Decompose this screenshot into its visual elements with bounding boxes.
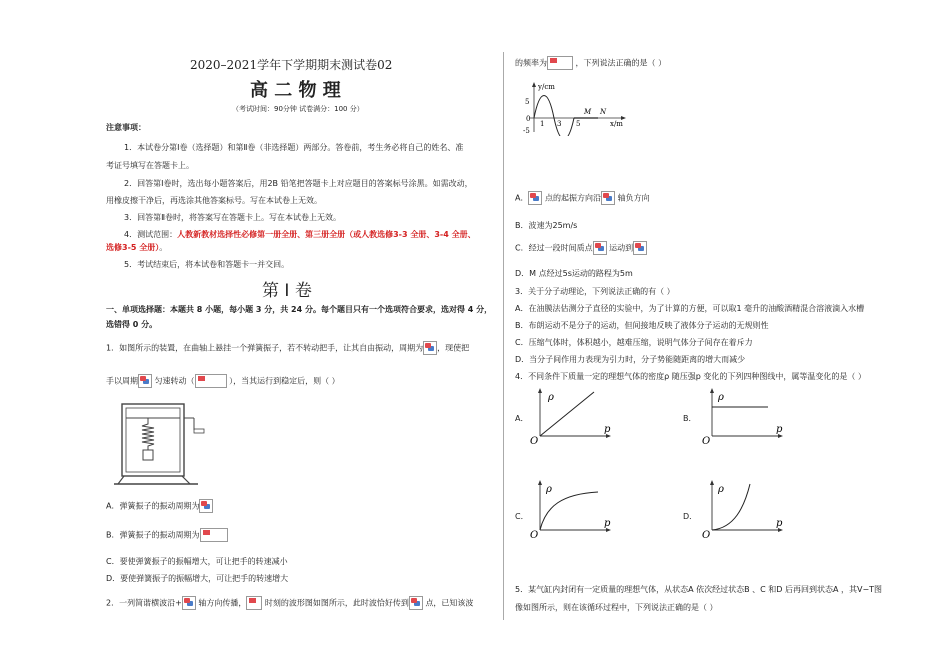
column-divider — [503, 52, 504, 620]
notice-item2-line1: 2．回答第Ⅰ卷时，选出每小题答案后，用2B 铅笔把答题卡上对应题目的答案标号涂黑。如需改动， — [124, 179, 473, 188]
notice-item2-line2: 用橡皮擦干净后，再选涂其他答案标号。写在本试卷上无效。 — [106, 196, 322, 205]
q4-graph-c — [528, 478, 618, 540]
p-label: p — [776, 518, 783, 529]
x-tick-3: 3 — [557, 120, 562, 128]
q2-option-a — [515, 191, 650, 205]
rho-label: ρ — [718, 484, 724, 495]
formula-image-icon — [195, 374, 227, 388]
formula-image-icon — [182, 596, 196, 610]
p-label: p — [604, 424, 611, 435]
origin-label: O — [530, 436, 539, 446]
notice-item5: 5．考试结束后，将本试卷和答题卡一并交回。 — [124, 260, 290, 269]
q1-text-b: ，现使把 — [437, 343, 470, 353]
formula-image-icon — [409, 596, 423, 610]
graph-curve — [540, 492, 598, 530]
x-axis-label: x/m — [610, 120, 623, 128]
x-tick-1: 1 — [540, 120, 545, 128]
q2-text-d: 点，已知该波 — [425, 598, 474, 608]
notice-item4-suffix: 。 — [159, 243, 168, 252]
notice-item4-prefix: 4．测试范围： — [124, 230, 178, 239]
x-tick-5: 5 — [576, 120, 581, 128]
exam-info: （考试时间：90分钟 试卷满分：100 分） — [232, 105, 364, 113]
q3-option-b: B．布朗运动不是分子的运动，但间接地反映了液体分子运动的无规则性 — [515, 321, 769, 330]
q1-option-d: D．要使弹簧振子的振幅增大，可让把手的转速增大 — [106, 574, 289, 583]
formula-image-icon — [423, 341, 437, 355]
q3-option-a: A．在油膜法估测分子直径的实验中，为了计算的方便，可以取1 毫升的油酸酒精混合溶液滴入水槽 — [515, 304, 865, 313]
base-leg — [118, 476, 124, 484]
q2-line2 — [515, 56, 666, 70]
rho-axis-arrow — [710, 480, 714, 485]
rho-label: ρ — [548, 392, 554, 403]
formula-image-icon — [138, 374, 152, 388]
formula-image-icon — [528, 191, 542, 205]
q1-option-a-text: A．弹簧振子的振动周期为 — [106, 501, 200, 511]
rho-label: ρ — [546, 484, 552, 495]
exam-title: 2020–2021学年下学期期末测试卷02 — [190, 58, 393, 72]
rho-label: ρ — [718, 392, 724, 403]
spring — [142, 418, 154, 450]
p-label: p — [604, 518, 611, 529]
q4-option-c-label: C． — [515, 512, 529, 521]
q1-text-d: 匀速转动（ — [154, 376, 195, 386]
q1-text-e: ），当其运行到稳定后，则（ ） — [229, 376, 340, 386]
q1-option-b-text: B．弹簧振子的振动周期为 — [106, 530, 200, 540]
spring-oscillator-figure — [110, 400, 210, 490]
q1-option-c: C．要使弹簧振子的振幅增大，可让把手的转速减小 — [106, 557, 288, 566]
formula-image-icon — [246, 596, 262, 610]
notice-item1-line1: 1．本试卷分第Ⅰ卷（选择题）和第Ⅱ卷（非选择题）两部分。答卷前，考生务必将自己的姓名、准 — [124, 143, 464, 152]
q2-text-b: 轴方向传播， — [198, 598, 247, 608]
q1-option-b — [106, 528, 228, 542]
notice-item4-scope-cont: 选修3-5 全册） — [106, 243, 160, 252]
q1-option-a — [106, 499, 213, 513]
y-axis-label: y/cm — [538, 83, 555, 91]
q2-option-a-text-b: 点的起振方向沿 — [545, 193, 602, 203]
notice-title: 注意事项： — [106, 123, 146, 132]
q2-text-c: 时刻的波形图如图所示，此时波恰好传到 — [264, 598, 409, 608]
q4-option-a-label: A． — [515, 414, 529, 423]
q3-option-d: D．当分子间作用力表现为引力时，分子势能随距离的增大而减少 — [515, 355, 746, 364]
wave-curve — [534, 96, 574, 137]
q4-stem: 4．不同条件下质量一定的理想气体的密度ρ 随压强p 变化的下列四种图线中，属等温变化的是（ ） — [515, 372, 866, 381]
origin-label: O — [530, 530, 539, 540]
y-tick-zero: 0 — [526, 115, 531, 123]
notice-item1-line2: 考证号填写在答题卡上。 — [106, 161, 194, 170]
q4-graph-b — [700, 386, 790, 446]
rho-axis-arrow — [710, 388, 714, 393]
subject-title: 高 二 物 理 — [250, 80, 341, 101]
section1-title: 第 Ⅰ 卷 — [262, 281, 312, 301]
wave-graph — [520, 80, 630, 136]
q2-option-c-text-a: C．经过一段时间质点 — [515, 243, 593, 253]
q2-option-d: D．M 点经过5s运动的路程为5m — [515, 269, 633, 278]
q1-text-c: 手以周期 — [106, 376, 138, 386]
section1-instruction-line2: 选错得 0 分。 — [106, 320, 158, 329]
q1-line2 — [106, 374, 340, 388]
base-leg — [182, 476, 190, 484]
q1-text-a: 1．如图所示的装置，在曲轴上悬挂一个弹簧振子，若不转动把手，让其自由振动，周期为 — [106, 343, 424, 353]
q5-line1: 5．某气缸内封闭有一定质量的理想气体，从状态A 依次经过状态B 、C 和D 后再回到状态A ，其V−T图 — [515, 585, 883, 594]
rho-axis-arrow — [538, 388, 542, 393]
q4-option-b-label: B． — [683, 414, 697, 423]
q2-option-c-text-b: 运动到 — [609, 243, 634, 253]
point-n-label: N — [600, 108, 607, 116]
formula-image-icon — [593, 241, 607, 255]
q2-line1 — [106, 596, 473, 610]
q2-option-c — [515, 241, 647, 255]
formula-image-icon — [199, 499, 213, 513]
p-label: p — [776, 424, 783, 435]
q2-option-a-text-c: 轴负方向 — [617, 193, 650, 203]
q4-graph-a — [528, 386, 618, 446]
y-tick-top: 5 — [525, 98, 530, 106]
section1-instruction-line1: 一、单项选择题：本题共 8 小题，每小题 3 分，共 24 分。每个题目只有一个选项符合要求，选对得 4 分， — [106, 305, 493, 314]
q2-option-b: B．波速为25m/s — [515, 221, 578, 230]
notice-item4-line2 — [106, 242, 167, 253]
notice-item4-scope: 人教新教材选择性必修第一册全册、第三册全册（或人教选修3-3 全册、3-4 全册、 — [177, 230, 476, 239]
q1-line1 — [106, 341, 469, 355]
handle — [194, 429, 204, 433]
q2-text-a: 2．一列简谐横波沿+ — [106, 598, 182, 608]
q2-text-f: ，下列说法正确的是（ ） — [575, 58, 667, 68]
y-tick-bottom: -5 — [523, 127, 530, 135]
origin-label: O — [702, 530, 711, 540]
formula-image-icon — [633, 241, 647, 255]
q3-option-c: C．压缩气体时，体积越小，越难压缩，说明气体分子间存在着斥力 — [515, 338, 753, 347]
q5-line2: 像如图所示，则在该循环过程中，下列说法正确的是（ ） — [515, 603, 718, 612]
oscillator-block — [143, 450, 153, 460]
formula-image-icon — [547, 56, 573, 70]
formula-image-icon — [200, 528, 228, 542]
formula-image-icon — [601, 191, 615, 205]
q4-graph-d — [700, 478, 790, 540]
q3-stem: 3．关于分子动理论，下列说法正确的有（ ） — [515, 287, 675, 296]
q2-option-a-text-a: A． — [515, 193, 529, 203]
q4-option-d-label: D． — [683, 512, 698, 521]
origin-label: O — [702, 436, 711, 446]
notice-item3: 3．回答第Ⅱ卷时，将答案写在答题卡上。写在本试卷上无效。 — [124, 213, 342, 222]
notice-item4-line1 — [124, 229, 476, 240]
y-axis-arrow — [532, 82, 536, 87]
point-m-label: M — [584, 108, 592, 116]
q2-text-e: 的频率为 — [515, 58, 547, 68]
rho-axis-arrow — [538, 480, 542, 485]
